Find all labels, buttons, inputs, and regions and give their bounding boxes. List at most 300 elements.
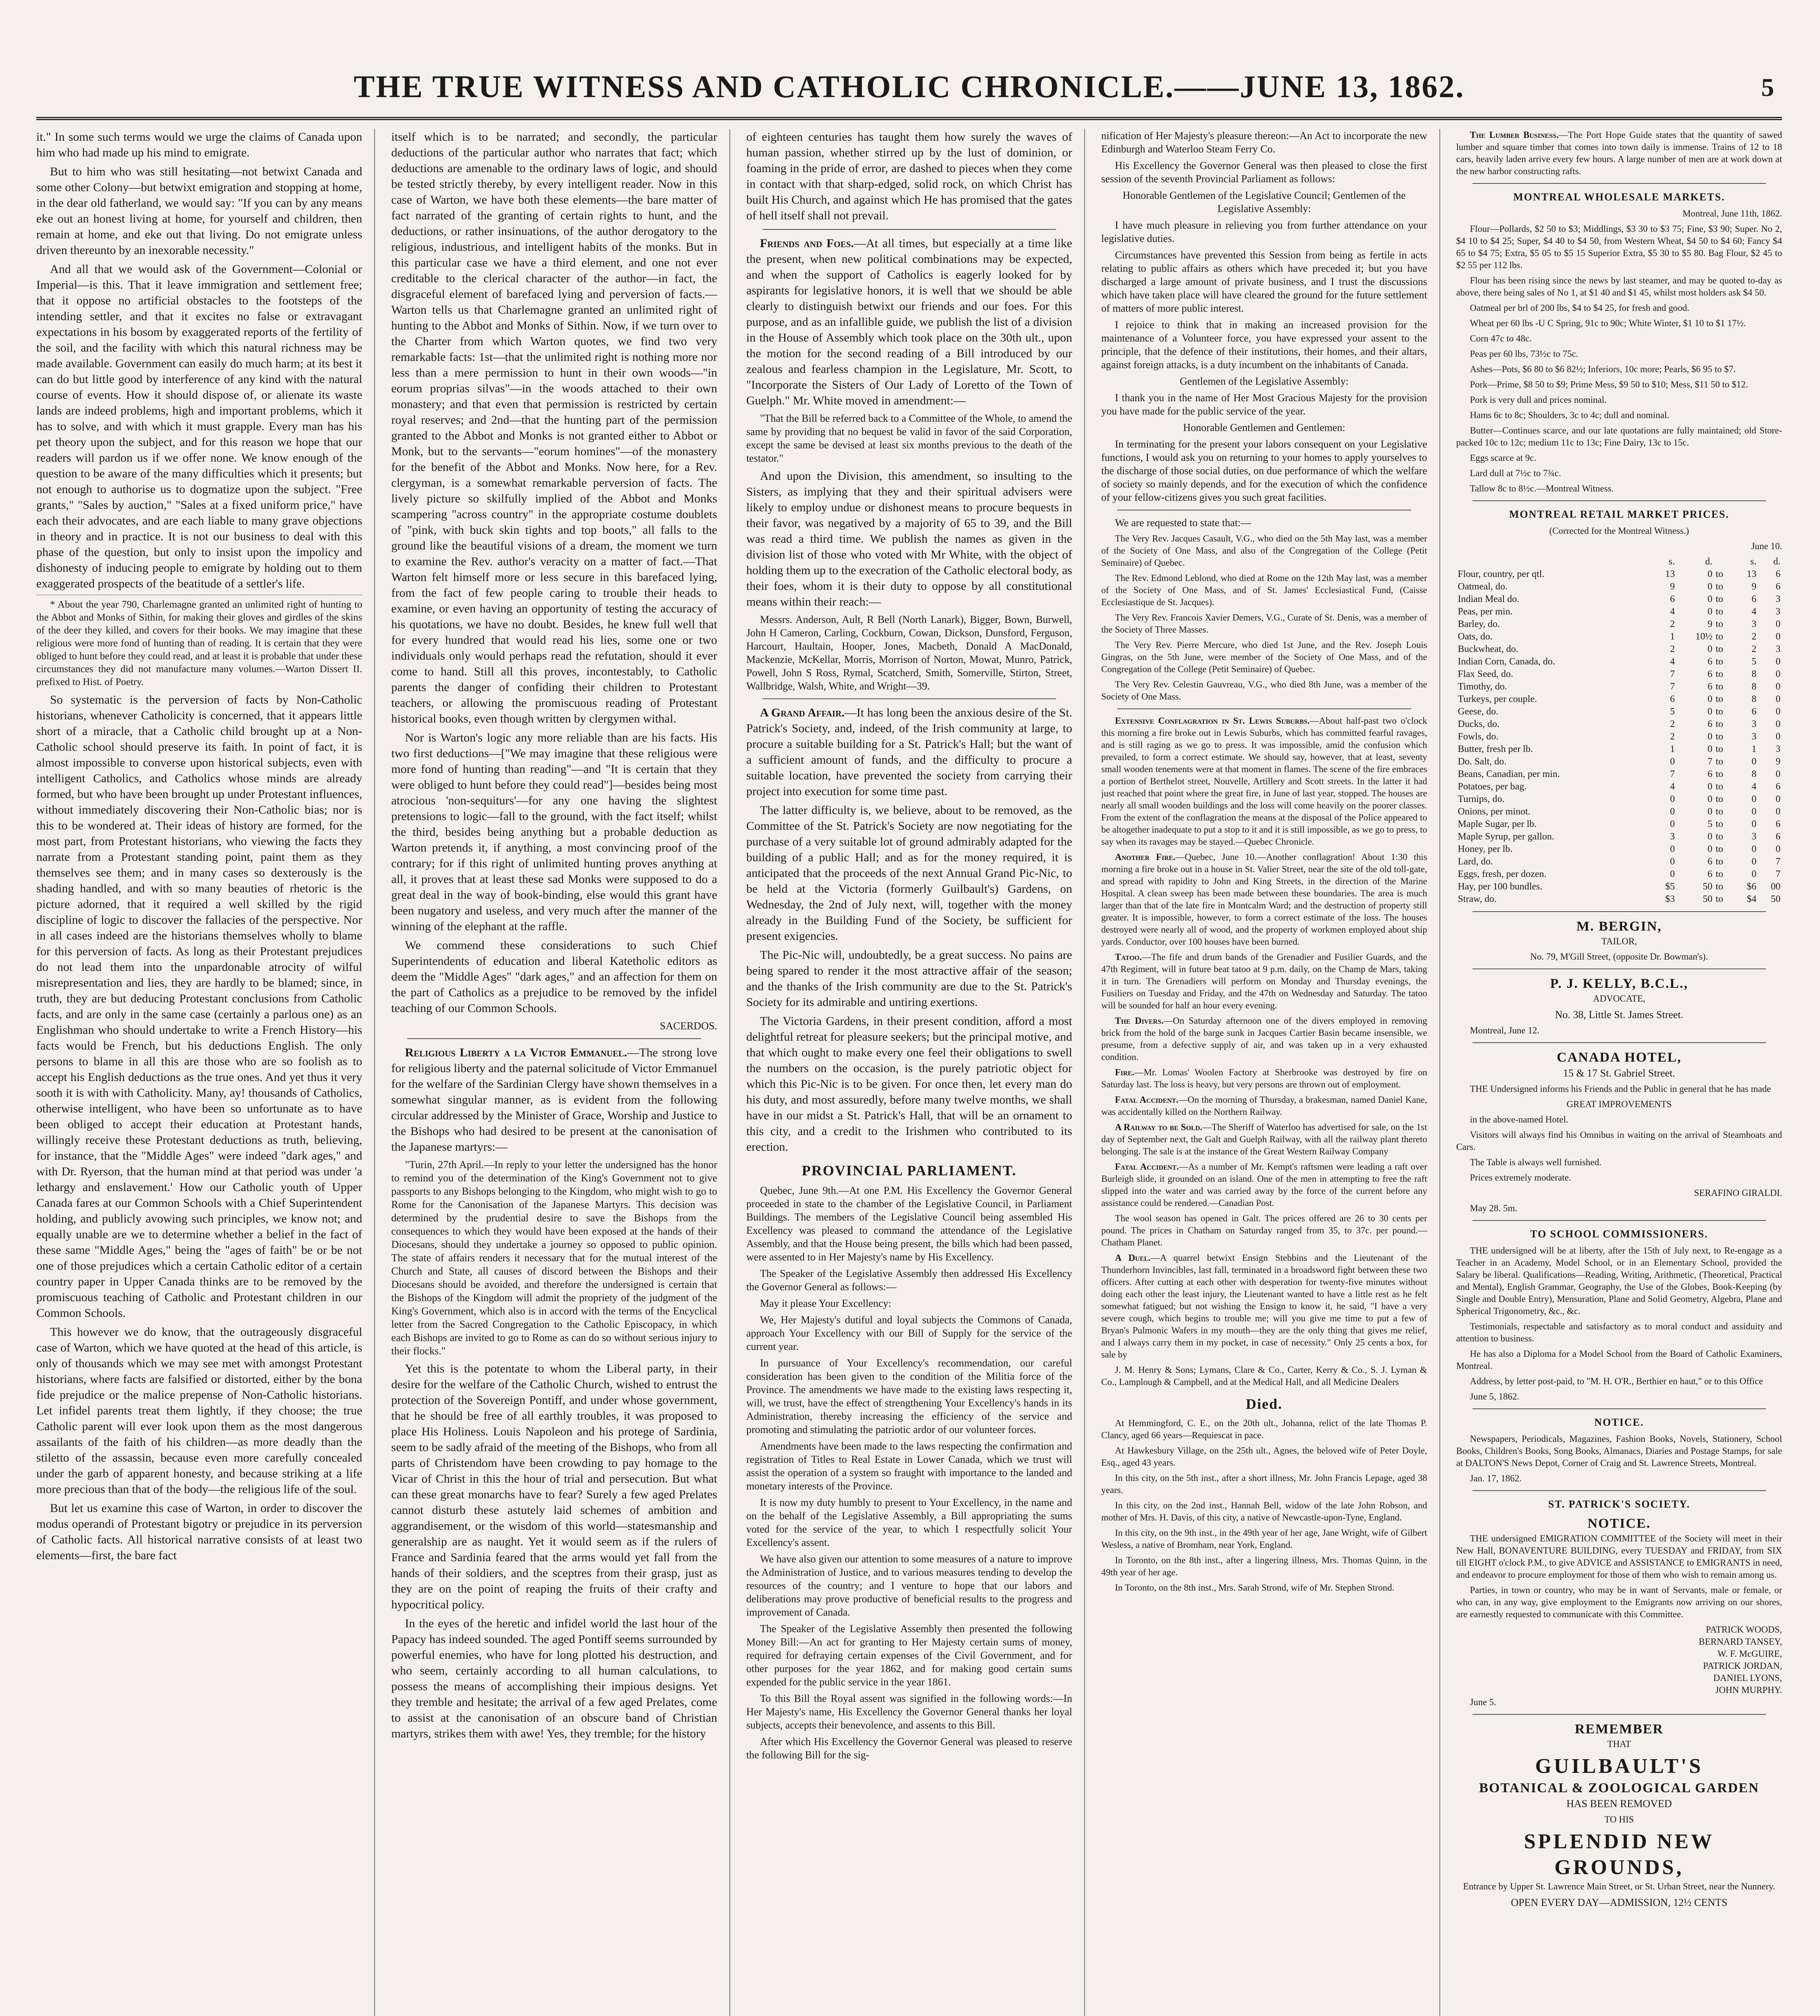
item-name-cell: Peas, per min. — [1458, 606, 1513, 617]
price-cell: 3 — [1776, 606, 1781, 617]
ad-hotel-signer: SERAFINO GIRALDI. — [1694, 1188, 1783, 1198]
ad-kelly-date: Montreal, June 12. — [1470, 1025, 1540, 1035]
price-cell: 0 — [1751, 756, 1757, 767]
ad-hotel-address: 15 & 17 St. Gabriel Street. — [1563, 1067, 1675, 1079]
paragraph: I rejoice to think that in making an increased provision for the maintenance of a Volunteer force, you have expressed your assent to the principle, that the defence of their institutions, their homes, and their altars, against foreign attacks, is a duty incumbent on the inhabitants of Canada. — [1101, 319, 1427, 371]
table-row — [1456, 831, 1782, 843]
price-cell: 6 — [1670, 694, 1675, 704]
price-cell: 3 — [1751, 831, 1757, 842]
paragraph: Nor is Warton's logic any more reliable than are his facts. His two first deductions—["We may imagine that these religious were more fond of hunting than reading"—and "It is certain that they were obliged to hunt before they could read"]—besides being most atrocious 'non-sequiturs'—for any one having the slightest pretensions to logic—fall to the ground, with the fact itself; whilst the third, besides being anything but a probable deduction as Warton pretends it, if anything, a most convincing proof of the contrary; for if this right of unlimited hunting proves anything at all, it proves that at least these sad Monks were supposed to do a great deal in the way of book-binding, else would this grant have been nugatory and useless, and very much after the manner of the winning of the elephant at the raffle. — [391, 731, 717, 933]
paragraph: After which His Excellency the Governor General was pleased to reserve the following Bill for the sig- — [746, 1736, 1072, 1761]
item-body: —Quebec, June 10.—Another conflagration! About 1:30 this morning a fire broke out in a house in St. Valier Street, near the site of the old toll-gate, and spread with rapidity to John and King Streets, in the direction of the Marine Hospital. A clean sweep has been made between these boundaries. The area is much larger than that of the late fire in Montcalm Ward; and the destruction of property still greater. It is impossible, however, to form a correct estimate of the loss. The houses destroyed were nearly all of wood, and the property of workmen employed about ship yards. Conductor, over 100 houses have been burned. — [1101, 852, 1427, 947]
divider — [1472, 1042, 1766, 1043]
article-heading: Religious Liberty a la Victor Emmanuel. — [405, 1046, 627, 1059]
market-line: Oatmeal per brl of 200 lbs, $4 to $4 25, for fresh and good. — [1470, 303, 1689, 313]
price-cell: 5 — [1708, 819, 1713, 829]
divider — [1472, 968, 1766, 969]
ad-notice-date: Jan. 17, 1862. — [1470, 1473, 1522, 1483]
price-cell: 6 — [1708, 681, 1713, 692]
address-salutation: Honorable Gentlemen and Gentlemen: — [1183, 422, 1345, 433]
ad-remember: REMEMBER — [1574, 1722, 1664, 1737]
price-cell: to — [1716, 656, 1723, 667]
table-row — [1456, 606, 1782, 618]
news-item — [1101, 1094, 1427, 1118]
article-body: —It has long been the anxious desire of the St. Patrick's Society, and, indeed, of the Irish community at large, to procure a suitable building for a St. Patrick's Hall; but the want of a sufficient amount of funds, and the difficulty to procure a suitable location, have prevented the society from carrying their project into execution for some time past. — [746, 706, 1072, 798]
item-name-cell: Do. Salt, do. — [1458, 756, 1507, 767]
item-name-cell: Straw, do. — [1458, 894, 1497, 904]
price-cell: to — [1716, 706, 1723, 717]
table-row — [1456, 893, 1782, 906]
price-cell: 0 — [1670, 756, 1675, 767]
price-cell: to — [1716, 881, 1723, 892]
price-cell: 7 — [1708, 756, 1713, 767]
ad-garden-name: BOTANICAL & ZOOLOGICAL GARDEN — [1479, 1781, 1760, 1795]
table-row — [1456, 706, 1782, 718]
paragraph: This however we do know, that the outrageously disgraceful case of Warton, which we have quoted at the head of this article, is only of thousands which we may see met with amongst Protestant historians, where facts are falsified or distorted, either by the bona fide prejudice or the malice prepense of Non-Catholic historians. Let infidel parents treat them lightly, if they choose; the true Catholic parent will ever look upon them as the most dangerous assailants of the faith of his children—as more deadly than the stiletto of the assassin, because even more carefully concealed under the garb of apparent honesty, and because striking at a life more precious than that of the body—the religious life of the soul. — [36, 1325, 362, 1496]
column-2 — [391, 129, 730, 2016]
price-cell: to — [1716, 719, 1723, 729]
price-cell: $6 — [1747, 881, 1757, 892]
market-line: Hams 6c to 8c; Shoulders, 3c to 4c; dull and nominal. — [1470, 410, 1670, 420]
ad-remember-that: THAT — [1607, 1739, 1631, 1749]
death-notice: In Toronto, on the 8th inst., after a lingering illness, Mrs. Thomas Quinn, in the 49th year of her age. — [1101, 1555, 1427, 1577]
division-names: Messrs. Anderson, Ault, R Bell (North Lanark), Bigger, Bown, Burwell, John H Cameron, Carling, Cockburn, Cowan, Dickson, Dunsford, Ferguson, Harcourt, Haultain, Hooper, Jones, Macbeth, Donald A MacDonald, Mackenzie, McKellar, Morris, Morrison of Norton, Mowat, Munro, Patrick, Powell, John S Ross, Rymal, Scatcherd, Smith, Somerville, Stirton, Street, Wallbridge, Walsh, White, and Wright—39. — [746, 614, 1072, 692]
price-cell: 1 — [1670, 744, 1675, 754]
price-cell: 0 — [1776, 844, 1781, 854]
price-cell: 7 — [1776, 869, 1781, 879]
price-cell: 0 — [1670, 869, 1675, 879]
price-cell: 0 — [1708, 806, 1713, 817]
item-body: —The fife and drum bands of the Grenadier and Fusilier Guards, and the 47th Regiment, will in future beat tatoo at 9 p.m. daily, on the Champ de Mars, taking it in turn. The Grenadiers will perform on Monday and Thursday evenings, the Fusiliers on Tuesday and Friday, and the 47th on Wednesday and Saturday. The tatoo will be sounded for half an hour every evening. — [1101, 952, 1427, 1010]
paragraph: I have much pleasure in relieving you from further attendance on your legislative duties. — [1101, 219, 1427, 244]
article-religious-liberty — [391, 1045, 717, 1155]
market-line: Tallow 8c to 8½c.—Montreal Witness. — [1470, 483, 1614, 494]
item-heading: Tatoo. — [1115, 952, 1142, 962]
price-cell: 9 — [1670, 581, 1675, 592]
price-cell: $3 — [1665, 894, 1675, 904]
item-name-cell: Oatmeal, do. — [1458, 581, 1508, 592]
paragraph: The Victoria Gardens, in their present condition, afford a most delightful retreat for pleasure seekers; but the principal motive, and that which ought to make every one feel their obligations to swell the numbers on the occasion, is the purely patriotic object for which this Pic-Nic is to be given. For once then, let every man do his duty, and most assuredly, before many twelve months, we shall have in our midst a St. Patrick's Hall, that will be an ornament to this city, and a credit to the Irishmen who contributed to its erection. — [746, 1014, 1072, 1154]
price-cell: 4 — [1670, 781, 1675, 792]
item-name-cell: Beans, Canadian, per min. — [1458, 769, 1560, 779]
price-cell: 2 — [1670, 719, 1675, 729]
paragraph: We have also given our attention to some measures of a nature to improve the Administration of Justice, and to various measures tending to develop the resources of the country; and I venture to hope that our labors and deliberations may prove productive of beneficial results to the progress and improvement of Canada. — [746, 1553, 1072, 1618]
news-item — [1101, 1066, 1427, 1091]
price-cell: to — [1716, 806, 1723, 817]
table-row — [1456, 668, 1782, 681]
paragraph: Circumstances have prevented this Session from being as fertile in acts relating to public affairs as others which have preceded it; but you have discharged a large amount of private business, and I trust the discussions which have taken place will have cleared the ground for the future settlement of matters of more public interest. — [1101, 249, 1427, 314]
price-cell: 10½ — [1695, 631, 1713, 642]
price-cell: 0 — [1751, 856, 1757, 867]
retail-table-body — [1456, 568, 1782, 906]
masthead — [36, 60, 1782, 120]
item-heading: Fire. — [1115, 1067, 1135, 1077]
price-cell: to — [1716, 831, 1723, 842]
price-cell: 0 — [1708, 606, 1713, 617]
death-notice: In this city, on the 9th inst., in the 49th year of her age, Jane Wright, wife of Gilbert Wesless, a native of Bromham, near York, England. — [1101, 1528, 1427, 1550]
ad-hotel-date — [1456, 1202, 1782, 1214]
price-cell: 5 — [1670, 706, 1675, 717]
table-row — [1456, 693, 1782, 706]
paragraph: But let us examine this case of Warton, in order to discover the modus operandi of Protestant bigotry or prejudice in its perversion of Catholic facts. All historical narrative consists of at least two elements—first, the bare fact — [36, 1502, 362, 1562]
ad-hotel-text: Visitors will always find his Omnibus in waiting on the arrival of Steamboats and Cars. — [1456, 1130, 1783, 1152]
divider — [1472, 1490, 1766, 1491]
item-name-cell: Indian Meal do. — [1458, 594, 1520, 604]
column-3 — [746, 129, 1085, 2016]
item-name-cell: Potatoes, per bag. — [1458, 781, 1527, 792]
item-name-cell: Barley, do. — [1458, 619, 1500, 629]
price-cell: 0 — [1670, 819, 1675, 829]
price-cell: 6 — [1776, 781, 1781, 792]
paragraph: We are requested to state that:— — [1115, 517, 1252, 529]
paragraph: Amendments have been made to the laws respecting the confirmation and registration of Titles to Real Estate in Lower Canada, which we trust will assist the operation of a system so fraught with importance to the landed and monetary interests of the Province. — [746, 1440, 1072, 1492]
price-cell: 0 — [1708, 594, 1713, 604]
item-name-cell: Indian Corn, Canada, do. — [1458, 656, 1555, 667]
price-cell: 2 — [1670, 644, 1675, 654]
paragraph: Yet this is the potentate to whom the Liberal party, in their desire for the welfare of the Catholic Church, wished to entrust the protection of the Sovereign Pontiff, and under whose government, that he should be free of all earthly troubles, it was proposed to place His Holiness. Louis Napoleon and his protege of Sardinia, seem to be sadly afraid of the meeting of the Bishops, who from all parts of Christendom have been crowding to pay homage to the Vicar of Christ in this the hour of trial and persecution. But what can these great monarchs have to fear? Surely a few aged Prelates cannot disturb these astutely laid schemes of ambition and aggrandisement, or the wisdom of this world—statesmanship and generalship are as naught. Yet it would seem as if the rulers of France and Sardinia feared that the arms would yet fall from the hands of their soldiers, and the sceptres from their grasp, just as they are on the point of reaping the fruits of their crafty and hypocritical policy. — [391, 1362, 717, 1611]
price-cell: to — [1716, 794, 1723, 804]
paragraph: nification of Her Majesty's pleasure thereon:—An Act to incorporate the new Edinburgh and Waterloo Steam Ferry Co. — [1101, 130, 1427, 155]
price-cell: to — [1716, 606, 1723, 617]
price-cell: to — [1716, 756, 1723, 767]
divider — [1472, 1408, 1766, 1409]
ad-school-heading: TO SCHOOL COMMISSIONERS. — [1530, 1228, 1708, 1240]
price-cell: 0 — [1776, 794, 1781, 804]
price-cell: to — [1716, 894, 1723, 904]
divider — [407, 1038, 701, 1039]
price-cell: 50 — [1703, 881, 1713, 892]
item-heading: Extensive Conflagration in St. Lewis Suburbs. — [1115, 716, 1310, 726]
article-grand-affair — [746, 705, 1072, 799]
market-line: Flour—Pollards, $2 50 to $3; Middlings, $3 30 to $3 75; Fine, $3 90; Super. No 2, $4 10 to $4 25; Super, $4 40 to $4 50, from Western Wheat, $4 50 to $4 60; Fancy $4 65 to $4 75; Extra, $5 05 to $5 15 Superior Extra, $5 30 to $5 80. Bag Flour, $2 45 to $2 55 per 112 lbs. — [1456, 224, 1783, 270]
article-body: —At all times, but especially at a time like the present, when new political combinations may be expected, and when the support of Catholics is eagerly looked for by aspirants for legislative honors, it is well that we should be able clearly to distinguish betwixt our friends and our foes. For this purpose, and as an infallible guide, we publish the list of a division in the House of Assembly which took place on the 30th ult., upon the motion for the second reading of a Bill introduced by our zealous and fearless champion in the Legislature, Mr. Scott, to "Incorporate the Sisters of Our Lady of Loretto of the Town of Guelph." Mr. White moved in amendment:— — [746, 237, 1072, 407]
market-line: Eggs scarce at 9c. — [1470, 453, 1537, 463]
divider — [1472, 500, 1766, 501]
table-row — [1456, 656, 1782, 668]
price-cell: 0 — [1708, 794, 1713, 804]
item-name-cell: Oats, do. — [1458, 631, 1493, 642]
address-salutation: Honorable Gentlemen of the Legislative Council; Gentlemen of the Legislative Assembly: — [1122, 190, 1406, 215]
signer-name: DANIEL LYONS, — [1713, 1673, 1783, 1683]
item-name-cell: Onions, per minot. — [1458, 806, 1531, 817]
price-cell: to — [1716, 669, 1723, 679]
divider — [762, 229, 1056, 230]
paragraph: The latter difficulty is, we believe, about to be removed, as the Committee of the St. Patrick's Society are now negotiating for the purchase of a very suitable lot of ground admirably adapted for the building of a public Hall; and as for the money required, it is anticipated that the proceeds of the next Annual Grand Pic-Nic, to be held at the Victoria (formerly Guilbault's) Gardens, on Wednesday, the 2nd of July next, will, together with the money already in the Building Fund of the Society, be sufficient for present exigencies. — [746, 804, 1072, 943]
price-cell: $4 — [1747, 894, 1757, 904]
market-line: Wheat per 60 lbs -U C Spring, 91c to 90c; White Winter, $1 10 to $1 17½. — [1470, 318, 1746, 328]
price-cell: to — [1716, 619, 1723, 629]
item-body: —About half-past two o'clock this morning a fire broke out in Lewis Suburbs, which has committed fearful ravages, and is still raging as we go to press. It was impossible, amid the confusion which prevailed, to form a correct estimate. We should say, however, that at least, seventy small wooden tenements were at that moment in flames. The scene of the fire embraces a portion of Berthelot street, Nouvelle, Artillery and Scott streets. In the latter it had just reached that point where the great fire, in June of last year, stopped. The houses are nearly all small wooden buildings and the loss will come heavily on the poorer classes. From the extent of the conflagration the means at the disposal of the Police appeared to be altogether inadequate to put a stop to it and it is still impossible, as we go to press, to say when its ravages may be stayed.—Quebec Chronicle. — [1101, 716, 1427, 847]
table-row — [1456, 581, 1782, 593]
article-friends-and-foes — [746, 235, 1072, 408]
item-name-cell: Butter, fresh per lb. — [1458, 744, 1533, 754]
price-cell: 7 — [1670, 669, 1675, 679]
ad-kelly-address: No. 38, Little St. James Street. — [1555, 1009, 1684, 1020]
section-heading-retail: MONTREAL RETAIL MARKET PRICES. — [1509, 508, 1729, 520]
ad-school-text: THE undersigned will be at liberty, after the 15th of July next, to Re-engage as a Teacher in an Academy, Model School, or in an Elementary School, provided the Salary be liberal. Qualifications—Reading, Writing, Arithmetic, (Theoretical, Practical and Mental), English Grammar, Geography, the Use of the Globes, Book-Keeping (by Single and Double Entry), Mensuration, Plane and Solid Geometry, Algebra, Plane and Spherical Trigonometry, &c., &c. — [1456, 1245, 1783, 1316]
item-heading: The Lumber Business. — [1470, 130, 1559, 140]
column-4 — [1101, 129, 1440, 2016]
table-header-cell: s. — [1668, 556, 1675, 567]
ad-school-text: Testimonials, respectable and satisfactory as to moral conduct and assiduity and attention to business. — [1456, 1321, 1783, 1343]
news-item — [1456, 129, 1782, 177]
price-cell: 0 — [1776, 656, 1781, 667]
price-cell: 7 — [1670, 769, 1675, 779]
ad-entrance: Entrance by Upper St. Lawrence Main Street, or St. Urban Street, near the Nunnery. — [1463, 1881, 1775, 1891]
price-cell: to — [1716, 744, 1723, 754]
ad-hotel-text: in the above-named Hotel. — [1470, 1114, 1568, 1125]
ad-run-mark: 5m. — [1503, 1203, 1518, 1213]
table-row — [1456, 856, 1782, 868]
news-item — [1101, 715, 1427, 848]
ad-kelly-trade: ADVOCATE, — [1593, 993, 1645, 1004]
ad-removed: HAS BEEN REMOVED — [1566, 1798, 1672, 1810]
ad-st-patricks-text: Parties, in town or country, who may be in want of Servants, male or female, or who can, in any way, give employment to the Emigrants now arriving on our shores, are earnestly requested to communicate with this Committee. — [1456, 1585, 1783, 1619]
table-row — [1456, 681, 1782, 693]
market-line: Ashes—Pots, $6 80 to $6 82½; Inferiors, 10c more; Pearls, $6 95 to $7. — [1470, 364, 1736, 374]
item-name-cell: Honey, per lb. — [1458, 844, 1513, 854]
price-cell: 0 — [1751, 869, 1757, 879]
price-cell: 6 — [1776, 819, 1781, 829]
price-cell: 6 — [1708, 869, 1713, 879]
paragraph: it." In some such terms would we urge the claims of Canada upon him who had made up his mind to emigrate. — [36, 130, 362, 159]
death-notice: In Toronto, on the 8th inst., Mrs. Sarah Strond, wife of Mr. Stephen Strond. — [1115, 1583, 1395, 1593]
ad-guilbault-name: GUILBAULT'S — [1535, 1755, 1703, 1778]
ad-open-every-day: OPEN EVERY DAY—ADMISSION, 12½ CENTS — [1511, 1897, 1728, 1908]
price-cell: 0 — [1708, 844, 1713, 854]
table-row — [1456, 618, 1782, 631]
price-cell: 4 — [1751, 781, 1757, 792]
ad-bergin-address: No. 79, M'Gill Street, (opposite Dr. Bowman's). — [1530, 952, 1708, 962]
item-heading: A Railway to be Sold. — [1115, 1122, 1203, 1132]
paragraph: The Very Rev. Celestin Gauvreau, V.G., who died 8th June, was a member of the Society of One Mass. — [1101, 679, 1427, 702]
table-row — [1456, 781, 1782, 793]
ad-hotel-text: Prices extremely moderate. — [1470, 1173, 1571, 1183]
price-cell: 3 — [1776, 644, 1781, 654]
ad-st-patricks-date: June 5. — [1470, 1697, 1496, 1707]
price-cell: to — [1716, 581, 1723, 592]
item-name-cell: Fowls, do. — [1458, 731, 1499, 742]
retail-price-table — [1456, 556, 1782, 906]
price-cell: 3 — [1751, 619, 1757, 629]
item-body: —A quarrel betwixt Ensign Stebbins and the Lieutenant of the Thunderhorn Invincibles, last fall, terminated in a broadsword fight between these two officers. After cutting at each other with desperation for twenty-five minutes without doing each other the least injury, the Lieutenant wanted to have a little rest as he felt somewhat fatigued; but not wishing the Ensign to know it, he said, "I have a very severe cough, which begins to trouble me; will you give me time to put a few of Bryan's Pulmonic Wafers in my mouth—they are the only thing that gives me relief, and I always carry them in my pocket, in case of necessity." Only 25 cents a box, for sale by — [1101, 1253, 1427, 1360]
price-cell: 0 — [1708, 706, 1713, 717]
price-cell: 3 — [1670, 831, 1675, 842]
signer-name: W. F. McGUIRE, — [1717, 1649, 1783, 1659]
ad-kelly-name: P. J. KELLY, B.C.L., — [1550, 976, 1688, 991]
table-row — [1456, 806, 1782, 818]
price-cell: 50 — [1703, 894, 1713, 904]
item-heading: A Duel. — [1115, 1253, 1151, 1263]
price-cell: 0 — [1670, 794, 1675, 804]
price-cell: 6 — [1776, 581, 1781, 592]
section-heading-wholesale: MONTREAL WHOLESALE MARKETS. — [1513, 191, 1725, 203]
item-name-cell: Turnips, do. — [1458, 794, 1505, 804]
price-cell: 0 — [1670, 844, 1675, 854]
table-header-cell — [1714, 556, 1734, 568]
price-cell: 3 — [1776, 744, 1781, 754]
news-item — [1101, 851, 1427, 948]
item-name-cell: Flour, country, per qtl. — [1458, 569, 1545, 579]
signer-name: BERNARD TANSEY, — [1699, 1637, 1783, 1647]
price-cell: 2 — [1751, 631, 1757, 642]
paragraph: The Speaker of the Legislative Assembly then addressed His Excellency the Governor General as follows:— — [746, 1268, 1072, 1293]
item-body: —On Saturday afternoon one of the divers employed in removing brick from the hold of the barge sunk in Jacques Cartier Basin became insensible, we presume, from a defective supply of air, and was taken up in a very exhausted condition. — [1101, 1016, 1427, 1062]
ad-notice-text: Newspapers, Periodicals, Magazines, Fashion Books, Novels, Stationery, School Books, Children's Books, Song Books, Almanacs, Diaries and Postage Stamps, for sale at DALTON'S News Depot, Corner of Craig and St. Lawrence Streets, Montreal. — [1456, 1434, 1783, 1468]
table-header-cell — [1456, 556, 1653, 568]
table-row — [1456, 881, 1782, 893]
price-cell: 1 — [1751, 744, 1757, 754]
price-cell: to — [1716, 681, 1723, 692]
price-cell: 0 — [1776, 806, 1781, 817]
news-item — [1101, 1015, 1427, 1063]
price-cell: 0 — [1776, 769, 1781, 779]
price-cell: 0 — [1776, 669, 1781, 679]
price-cell: 2 — [1670, 731, 1675, 742]
item-body: —On the morning of Thursday, a brakesman, named Daniel Kane, was accidentally killed on the Northern Railway. — [1101, 1095, 1427, 1117]
price-cell: 6 — [1708, 719, 1713, 729]
market-line: Flour has been rising since the news by last steamer, and may be quoted to-day as above, there being sales of No 1, at $1 40 and $1 45, whilst most holders ask $4 50. — [1456, 275, 1783, 298]
table-row — [1456, 743, 1782, 756]
table-header-cell: s. — [1750, 556, 1757, 567]
price-cell: 4 — [1751, 606, 1757, 617]
table-row — [1456, 843, 1782, 856]
market-line: Butter—Continues scarce, and our late quotations are fully maintained; old Store-packed 10c to 12c; medium 11c to 13c; Fine Dairy, 13c to 15c. — [1456, 425, 1783, 448]
paragraph: To this Bill the Royal assent was signified in the following words:—In Her Majesty's name, His Excellency the Governor General thanks her loyal subjects, accepts their benevolence, and assents to this Bill. — [746, 1693, 1072, 1731]
signer-name: PATRICK WOODS, — [1705, 1624, 1783, 1635]
price-cell: 0 — [1776, 631, 1781, 642]
signer-name: JOHN MURPHY. — [1715, 1685, 1783, 1695]
table-header-cell: d. — [1705, 556, 1713, 567]
retail-date: June 10. — [1751, 541, 1783, 551]
table-row — [1456, 868, 1782, 881]
price-cell: 0 — [1670, 806, 1675, 817]
price-cell: to — [1716, 731, 1723, 742]
item-heading: Another Fire. — [1115, 852, 1176, 862]
news-item — [1101, 1121, 1427, 1158]
item-name-cell: Buckwheat, do. — [1458, 644, 1518, 654]
paragraph: The Rev. Edmond Leblond, who died at Rome on the 12th May last, was a member of the Society of One Mass, and of St. James' Ecclesiastical Fund, (Caisse Ecclesiastique de St. Jacques). — [1101, 573, 1427, 607]
ad-hotel-text: The Table is always well furnished. — [1470, 1157, 1601, 1167]
price-cell: to — [1716, 856, 1723, 867]
ad-hotel-text: GREAT IMPROVEMENTS — [1566, 1099, 1672, 1109]
retail-subtitle: (Corrected for the Montreal Witness.) — [1549, 526, 1689, 536]
ad-new-grounds: SPLENDID NEW GROUNDS, — [1524, 1830, 1714, 1879]
price-cell: 3 — [1751, 731, 1757, 742]
paragraph: It is now my duty humbly to present to Your Excellency, in the name and on the behalf of the Legislative Assembly, a Bill appropriating the sums voted for the service of the year, to which I respectfully solicit Your Excellency's assent. — [746, 1497, 1072, 1548]
table-row — [1456, 718, 1782, 731]
price-cell: 0 — [1776, 706, 1781, 717]
price-cell: 9 — [1751, 581, 1757, 592]
paragraph: And upon the Division, this amendment, so insulting to the Sisters, as implying that they and their spiritual advisers were likely to employ undue or dishonest means to procure bequests in their favor, was negatived by a majority of 65 to 39, and the Bill was read a third time. We publish the names as given in the division list of those who voted with Mr White, with the object of holding them up to the execration of the Catholic electoral body, as their foes, whom it is their duty to oppose by all constitutional means within their reach:— — [746, 469, 1072, 608]
quoted-amendment: "That the Bill be referred back to a Committee of the Whole, to amend the same by providing that no bequest be valid in favor of the said Corporation, except the same be devised at least six months previous to the death of the testator." — [746, 412, 1072, 464]
price-cell: 6 — [1708, 669, 1713, 679]
price-cell: 0 — [1708, 831, 1713, 842]
price-cell: 6 — [1776, 831, 1781, 842]
paragraph: In terminating for the present your labors consequent on your Legislative functions, I would ask you on returning to your homes to apply yourselves to the discharge of those social duties, on due performance of which the welfare of society so mainly depends, and for the execution of which the confidence of your fellow-citizens gives you such great facilities. — [1101, 438, 1427, 503]
divider — [1472, 911, 1766, 912]
paragraph: Quebec, June 9th.—At one P.M. His Excellency the Governor General proceeded in state to the chamber of the Legislative Council, in Parliament Buildings. The members of the Legislative Council being assembled His Excellency was pleased to command the attendance of the Legislative Assembly, and that the House being present, the bills which had been passed, were assented to in Her Majesty's name by His Excellency. — [746, 1185, 1072, 1263]
divider — [762, 698, 1056, 699]
item-body: —As a number of Mr. Kempt's raftsmen were leading a raft over Burleigh slide, it grounded on an island. One of the men in attempting to free the raft slipped into the water and was carried away by the force of the current before any assistance could be rendered.—Canadian Post. — [1101, 1162, 1427, 1208]
table-row — [1456, 768, 1782, 781]
price-cell: to — [1716, 844, 1723, 854]
price-cell: 0 — [1776, 619, 1781, 629]
paragraph: I thank you in the name of Her Most Gracious Majesty for the provision you have made for the public service of the year. — [1101, 392, 1427, 417]
ad-school-text: Address, by letter post-paid, to "M. H. O'R., Berthier en haut," or to this Office — [1470, 1376, 1763, 1386]
ad-bergin-name: M. BERGIN, — [1576, 919, 1662, 934]
price-cell: 0 — [1776, 719, 1781, 729]
ad-bergin-trade: TAILOR, — [1601, 936, 1637, 946]
price-cell: 9 — [1776, 756, 1781, 767]
price-cell: 0 — [1751, 806, 1757, 817]
column-1 — [36, 129, 375, 2016]
item-name-cell: Ducks, do. — [1458, 719, 1499, 729]
table-row — [1456, 756, 1782, 768]
price-cell: 6 — [1708, 656, 1713, 667]
market-line: Corn 47c to 48c. — [1470, 333, 1532, 344]
item-name-cell: Eggs, fresh, per dozen. — [1458, 869, 1547, 879]
paragraph: The Speaker of the Legislative Assembly then presented the following Money Bill:—An act for granting to Her Majesty certain sums of money, required for defraying certain expenses of the Civil Government, and for other purposes for the year 1862, and for making good certain sums expended for the public service in the year 1861. — [746, 1623, 1072, 1688]
price-cell: 9 — [1708, 619, 1713, 629]
table-row — [1456, 568, 1782, 581]
table-row — [1456, 631, 1782, 643]
price-cell: 0 — [1708, 781, 1713, 792]
price-cell: 0 — [1776, 731, 1781, 742]
market-line: Pork—Prime, $8 50 to $9; Prime Mess, $9 50 to $10; Mess, $11 50 to $12. — [1470, 379, 1748, 389]
paragraph: The Pic-Nic will, undoubtedly, be a great success. No pains are being spared to render it the most attractive affair of the season; and the thanks of the Irish community are due to the St. Patrick's Society for its admirable and untiring exertions. — [746, 948, 1072, 1009]
death-notice: In this city, on the 5th inst., after a short illness, Mr. John Francis Lepage, aged 38 years. — [1101, 1473, 1427, 1495]
price-cell: 8 — [1751, 694, 1757, 704]
price-cell: 4 — [1670, 656, 1675, 667]
paragraph: And all that we would ask of the Government—Colonial or Imperial—is this. That it leave immigration and settlement free; that it oppose no artificial obstacles to the footsteps of the intending settler, and that it excites no false or extravagant expectations in his bosom by exaggerated reports of the fertility of the soil, and the facility with which this natural richness may be made available. Government can easily do much harm; at its best it can do but little good by interference of any kind with the natural course of events. How it should dispose of, or alienate its waste lands are indeed problems, high and important problems, which it has to solve, and with which it must grapple. Every man has his pet theory upon the subject, and for this reason we hope that our readers will pardon us if we offer none. We know enough of the question to be aware of the many difficulties which it presents; but not enough to authorise us to dogmatize upon the subject. "Free grants," "Sales by auction," "Sales at a fixed uniform price," have each their advocates, and are each liable to many grave objections in theory and in practice. It is not our business to deal with this phase of the question, but only to insist upon the impolicy and dishonesty of inducing people to emigrate by holding out to them exaggerated prospects of the beatitude of a settler's life. — [36, 262, 362, 590]
paragraph: The Very Rev. Jacques Casault, V.G., who died on the 5th May last, was a member of the Society of One Mass, and also of the Congregation of the College (Petit Seminaire) of Quebec. — [1101, 533, 1427, 568]
item-heading: Fatal Accident. — [1115, 1162, 1179, 1172]
news-item — [1101, 951, 1427, 1012]
news-item — [1101, 1161, 1427, 1209]
price-cell: 5 — [1751, 656, 1757, 667]
item-body: —The Port Hope Guide states that the quantity of sawed lumber and square timber that comes into town daily is immense. Trains of 12 to 18 cars, heavily laden arrive every few hours. A large number of men are at work down at the new harbor constructing rafts. — [1456, 130, 1783, 176]
divider — [1472, 1714, 1766, 1715]
item-name-cell: Maple Sugar, per lb. — [1458, 819, 1537, 829]
price-cell: 0 — [1751, 844, 1757, 854]
price-cell: to — [1716, 594, 1723, 604]
price-cell: 00 — [1771, 881, 1781, 892]
price-cell: 0 — [1670, 856, 1675, 867]
price-cell: to — [1716, 869, 1723, 879]
price-cell: 6 — [1708, 856, 1713, 867]
price-cell: 0 — [1751, 819, 1757, 829]
ad-school-date: June 5, 1862. — [1470, 1391, 1520, 1402]
table-header-row — [1456, 556, 1782, 568]
paragraph: itself which is to be narrated; and secondly, the particular deductions of the particular author who narrates that fact; which deductions are amenable to the ordinary laws of logic, and should be tested strictly thereby, by every intelligent reader. Now in this case of Warton, we have both these elements—the bare matter of fact narrated of the granting of certain rights to hunt, and the deductions, or rather insinuations, of the author derogatory to the religious, industrious, and intelligent habits of the monks. But in this particular case we have a third element, and one not ever creditable to the clerical character of the author—in fact, the disgraceful element of barefaced lying and perversion of facts.—Warton tells us that Charlemagne granted an unlimited right of hunting to the Abbot and Monks of Sithin. Now, if we turn over to the Charter from which Warton quotes, we find two very remarkable facts: 1st—that the unlimited right is nothing more nor less than a mere permission to hunt in their own woods—"in eorum proprias silvas"—in the woods attached to their own monastery; and that even that permission is restricted by certain royal reserves; and 2nd—that the hunting part of the permission granted to the Abbot and Monks is not granted either to Abbot or Monk, but to the servants—"eorum homines"—of the monastery for the benefit of the Abbot and Monks. Now here, for a Rev. clergyman, is a somewhat remarkable perversion of facts. The lively picture so skilfully implied of the Abbot and Monks scampering "across country" in the appropriate costume doublets of "pink, with buck skin tights and top boots," all falls to the ground like the beautiful visions of a dream, the moment we turn to examine the Rev. author's veracity on a matter of fact.—That Warton felt himself more or less secure in this barefaced lying, from the fact of few people caring to trouble their heads to examine, or even having an opportunity of testing the accuracy of his quotations, we have no doubt. Besides, he knew full well that for every hundred that would read his lies, some one or two individuals only would perhaps read the refutation, should it ever come to hand. Still all this proves, incontestably, to Catholic parents the danger of confiding their children to Protestant teachers, or allowing the promiscuous reading of Protestant historical books, even though written by clergymen withal. — [391, 130, 717, 725]
price-cell: 2 — [1751, 644, 1757, 654]
price-cell: 3 — [1776, 594, 1781, 604]
column-5 — [1456, 129, 1782, 2016]
death-notice: At Hemmingford, C. E., on the 20th ult., Johanna, relict of the late Thomas P. Clancy, aged 66 years—Requiescat in pace. — [1101, 1418, 1427, 1440]
price-cell: 7 — [1776, 856, 1781, 867]
article-heading: Friends and Foes. — [760, 237, 854, 250]
paragraph: His Excellency the Governor General was then pleased to close the first session of the seventh Provincial Parliament as follows: — [1101, 160, 1427, 185]
price-cell: to — [1716, 781, 1723, 792]
section-heading-died: Died. — [1245, 1396, 1283, 1412]
item-name-cell: Maple Syrup, per gallon. — [1458, 831, 1554, 842]
news-item — [1101, 1252, 1427, 1361]
price-cell: 1 — [1670, 631, 1675, 642]
article-heading: A Grand Affair. — [760, 706, 845, 719]
ad-school-text: He has also a Diploma for a Model School from the Board of Catholic Examiners, Montreal. — [1456, 1349, 1783, 1371]
page-number: 5 — [1761, 73, 1774, 102]
